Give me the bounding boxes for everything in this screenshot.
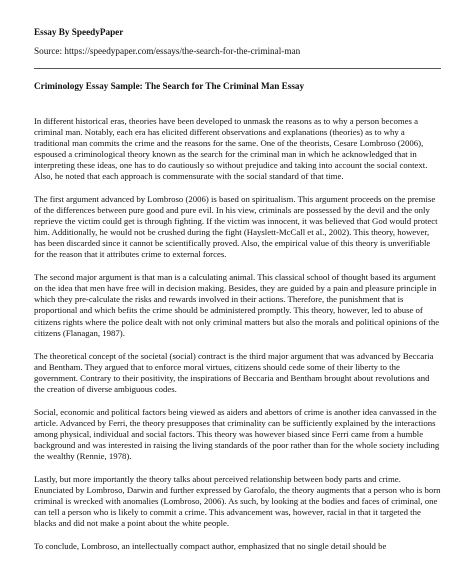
site-header-title: Essay By SpeedyPaper xyxy=(34,27,124,37)
paragraph: To conclude, Lombroso, an intellectually compact author, emphasized that no single detail should be xyxy=(34,540,387,551)
header-divider xyxy=(34,68,441,69)
paragraph: Lastly, but more importantly the theory talks about perceived relationship between body parts and crime. Enunciated by Lombroso, Darwin and further expressed by Garofalo, the theory augments that a person who is born criminal is wrecked with anomalies (Lombroso, 2006). As such, by looking at the bodies and faces of criminal, one can tell a person who is likely to commit a crime. This advancement was, however, racial in that it targeted the blacks and did not make a point about the white people. xyxy=(34,473,441,528)
paragraph: The second major argument is that man is a calculating animal. This classical school of thought based its argument on the idea that men have free will in decision making. Besides, they are guided by a pain and pleasure principle in which they pre-calculate the risks and rewards involved in their actions. Therefore, the punishment that is proportional and which befits the crime should be administered promptly. This theory, however, led to abuse of citizens rights where the police dealt with not only criminal matters but also the morals and political opinions of the citizens (Flanagan, 1987). xyxy=(34,272,440,338)
paragraph: In different historical eras, theories have been developed to unmask the reasons as to why a person becomes a criminal man. Notably, each era has elicited different observations and explanations (theories) as to why a traditional man commits the crime and the reasons for the same. One of the theorists, Cesare Lombroso (2006), espoused a criminological theory known as the search for the criminal man in which he acknowledged that in interpreting these ideas, one has to do cautiously so without prejudice and taking into account the social context. Also, he noted that each approach is commensurate with the social standard of that time. xyxy=(34,116,428,182)
source-line: Source: https://speedypaper.com/essays/the-search-for-the-criminal-man xyxy=(34,46,301,56)
paragraph: Social, economic and political factors being viewed as aiders and abettors of crime is another idea canvassed in the article. Advanced by Ferri, the theory presupposes that criminality can be sufficiently explained by the interactions among physical, individual and social factors. This theory was however biased since Ferri came from a humble background and was interested in raising the living standards of the poor rather than for the whole society including the wealthy (Rennie, 1978). xyxy=(34,406,440,461)
essay-title: Criminology Essay Sample: The Search for The Criminal Man Essay xyxy=(34,81,305,91)
paragraph: The theoretical concept of the societal (social) contract is the third major argument that was advanced by Beccaria and Bentham. They argued that to enforce moral virtues, citizens should cede some of their liberty to the government. Contrary to their positivity, the inspirations of Beccaria and Bentham brought about revolutions and the creation of diverse ambiguous codes. xyxy=(34,350,434,394)
essay-body xyxy=(34,116,441,564)
paragraph: The first argument advanced by Lombroso (2006) is based on spiritualism. This argument proceeds on the premise of the differences between pure good and pure evil. In his view, criminals are possessed by the devil and the only reprieve the victim could get is through fighting. If the victim was innocent, it was believed that God would protect him. Additionally, he would not be crushed during the fight (Hayslett-McCall et al., 2002). This theory, however, has been discarded since it cannot be scientifically proved. Also, the empirical value of this theory is unverifiable for the reason that it attributes crime to external forces. xyxy=(34,194,438,260)
